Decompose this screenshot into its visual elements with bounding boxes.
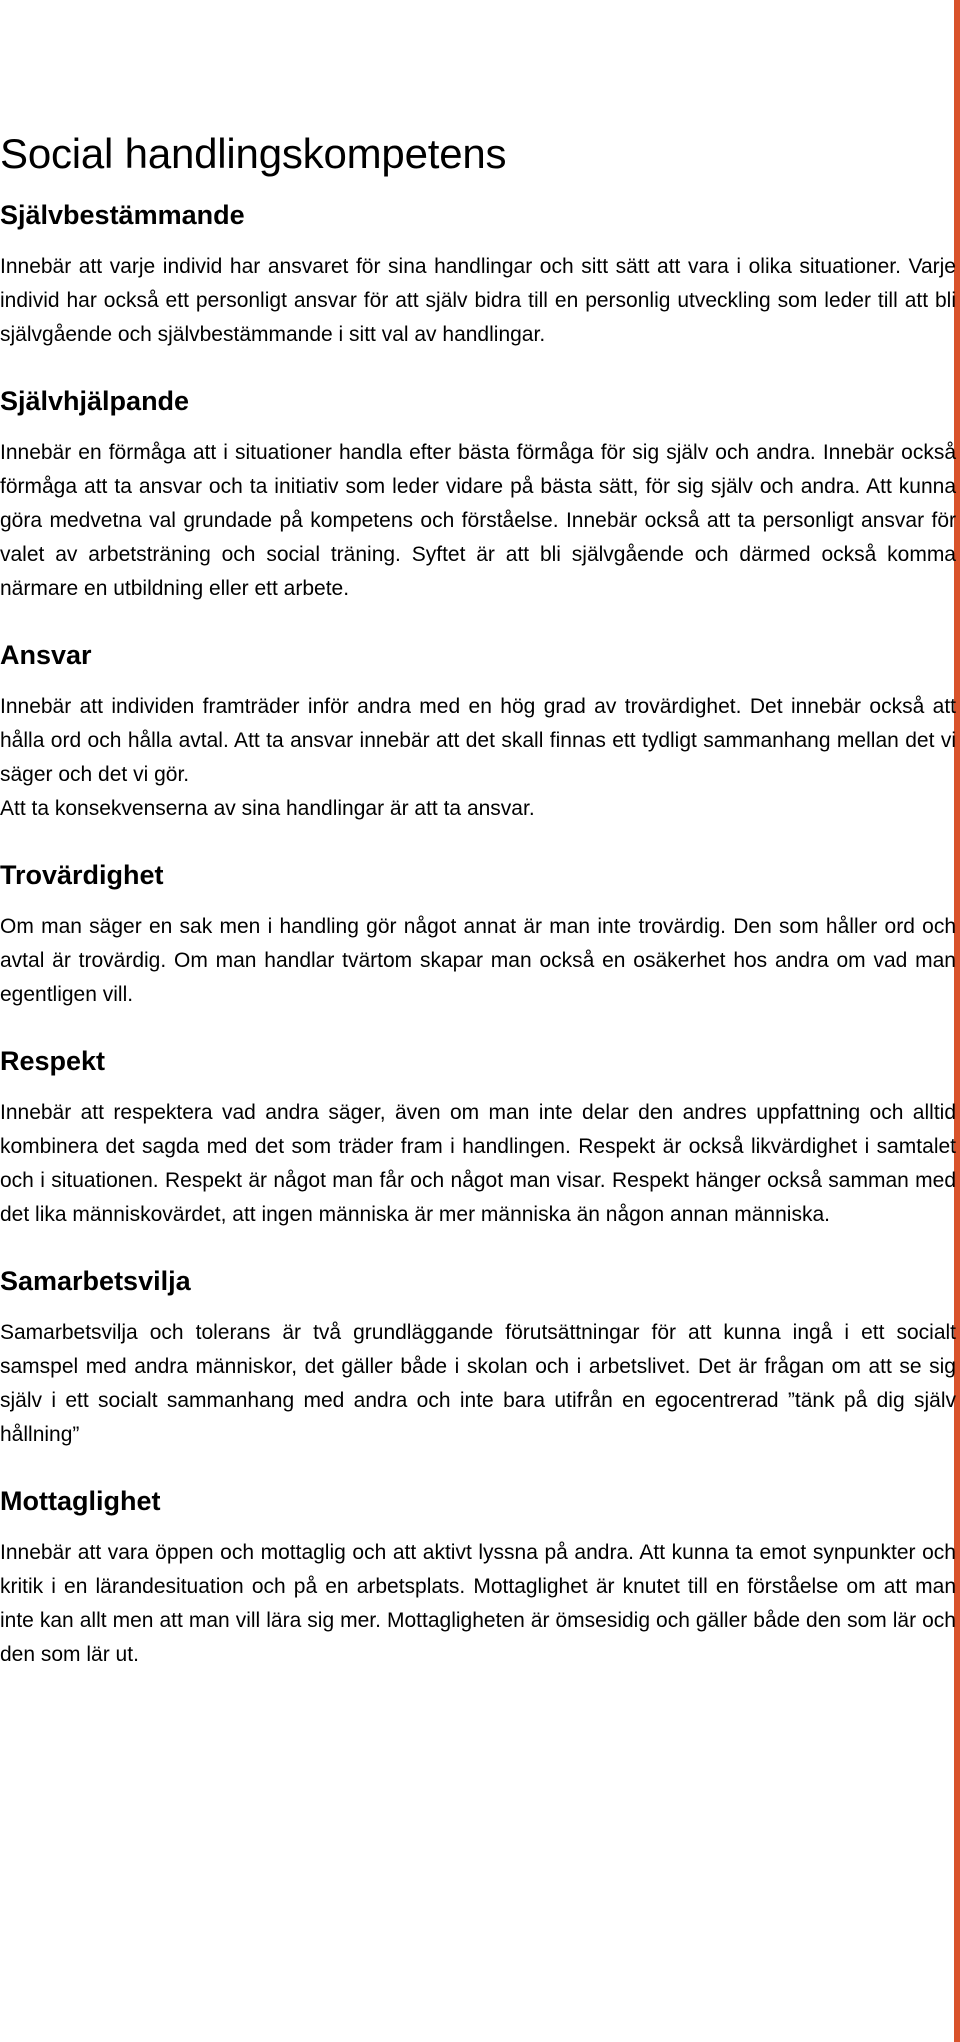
section-respekt	[0, 1044, 956, 1232]
document-title: Social handlingskompetens	[0, 130, 507, 177]
section-heading: Trovärdighet	[0, 860, 164, 890]
section-paragraph: Att ta konsekvenserna av sina handlingar är att ta ansvar.	[0, 797, 535, 820]
section-mottaglighet	[0, 1484, 956, 1672]
section-paragraph: Innebär att vara öppen och mottaglig och att aktivt lyssna på andra. Att kunna ta emot synpunkter och kritik i en lärandesituation och på en arbetsplats. Mottaglighet är knutet till en förståelse om att man inte kan allt men att man vill lära sig mer. Mottagligheten är ömsesidig och gäller både den som lär och den som lär ut.	[0, 1541, 956, 1666]
section-paragraph: Samarbetsvilja och tolerans är två grundläggande förutsättningar för att kunna ingå i ett socialt samspel med andra människor, det gäller både i skolan och i arbetslivet. Det är frågan om att se sig själv i ett socialt sammanhang med andra och inte bara utifrån en egocentrerad ”tänk på dig själv hållning”	[0, 1321, 956, 1446]
section-heading: Samarbetsvilja	[0, 1266, 191, 1296]
section-paragraph: Innebär en förmåga att i situationer handla efter bästa förmåga för sig själv och andra. Innebär också förmåga att ta ansvar och ta initiativ som leder vidare på bästa sätt, för sig själv och andra. Att kunna göra medvetna val grundade på kompetens och förståelse. Innebär också att ta personligt ansvar för valet av arbetsträning och social träning. Syftet är att bli självgående och därmed också komma närmare en utbildning eller ett arbete.	[0, 441, 956, 600]
section-ansvar	[0, 638, 956, 826]
section-heading: Självbestämmande	[0, 200, 245, 230]
document-page	[0, 128, 956, 1672]
section-sjalvhjalpande	[0, 384, 956, 606]
section-trovardighet	[0, 858, 956, 1012]
section-sjalvbestammande	[0, 198, 956, 352]
section-paragraph: Om man säger en sak men i handling gör något annat är man inte trovärdig. Den som håller ord och avtal är trovärdig. Om man handlar tvärtom skapar man också en osäkerhet hos andra om vad man egentligen vill.	[0, 915, 956, 1006]
section-samarbetsvilja	[0, 1264, 956, 1452]
section-heading: Mottaglighet	[0, 1486, 161, 1516]
section-heading: Ansvar	[0, 640, 92, 670]
section-paragraph: Innebär att respektera vad andra säger, även om man inte delar den andres uppfattning och alltid kombinera det sagda med det som träder fram i handlingen. Respekt är också likvärdighet i samtalet och i situationen. Respekt är något man får och något man visar. Respekt hänger också samman med det lika människovärdet, att ingen människa är mer människa än någon annan människa.	[0, 1101, 956, 1226]
section-heading: Självhjälpande	[0, 386, 190, 416]
section-paragraph: Innebär att varje individ har ansvaret för sina handlingar och sitt sätt att vara i olika situationer. Varje individ har också ett personligt ansvar för att själv bidra till en personlig utveckling som leder till att bli självgående och självbestämmande i sitt val av handlingar.	[0, 255, 956, 346]
section-paragraph: Innebär att individen framträder inför andra med en hög grad av trovärdighet. Det innebär också att hålla ord och hålla avtal. Att ta ansvar innebär att det skall finnas ett tydligt sammanhang mellan det vi säger och det vi gör.	[0, 695, 956, 786]
section-heading: Respekt	[0, 1046, 106, 1076]
